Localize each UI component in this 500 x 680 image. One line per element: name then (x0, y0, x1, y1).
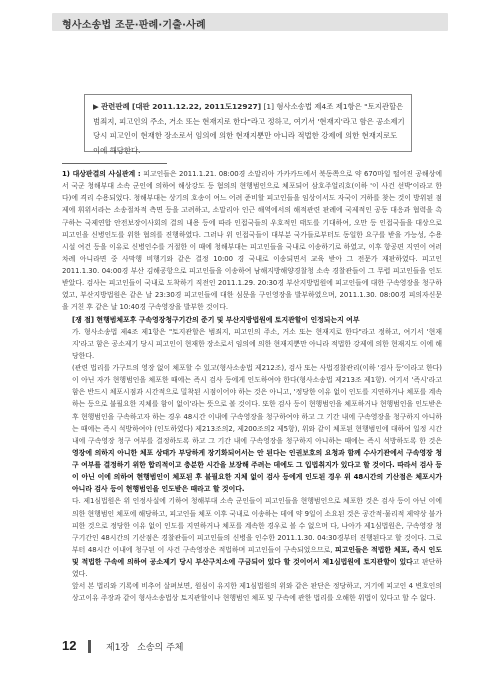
page-footer (54, 636, 446, 656)
footer-divider-bar (88, 640, 91, 653)
text-run: 앞서 본 법리와 기록에 비추어 살펴보면, 원심이 유지한 제1심법원의 위와 같은 판단은 정당하고, 거기에 피고인 4 변호인의 상고이유 주장과 같이 형사소송법상 토지관할이나 현행범인 체포 및 구속에 관한 법리를 오해한 위법이 있다고 할 수 없다. (72, 582, 442, 603)
chapter-label (106, 640, 183, 653)
body-paragraph (62, 326, 442, 362)
arrow-right-icon: ▶ (93, 102, 99, 111)
related-case-text (93, 100, 405, 158)
footnote-divider (62, 163, 167, 164)
related-case-label: 관련판례 (101, 102, 130, 111)
related-case-citation: [대판 2011.12.22, 2011도12927] (131, 102, 262, 111)
related-case-box (84, 94, 412, 155)
bold-text-run: 1) 대상판결의 사실관계 : (62, 170, 144, 178)
body-paragraph (62, 168, 442, 314)
text-run: (관련 법리를 가구트의 영장 없이 체포할 수 있고(형사소송법 제212조), 검사 또는 사법경찰관리(이하 '검사 등'이라고 한다)이 아닌 자가 현행범인을 체포한 때에는 즉시 검사 등에게 인도하여야 한다(형사소송법 제213조 제1항). 여기서 '즉시'라고 함은 반드시 체포시점과 시간적으로 밀착된 시점이어야 하는 것은 아니고, '정당한 이유 없이 인도를 지연하거나 체포를 계속하는 등으로 불필요한 지체를 함이 없이'라는 뜻으로 볼 것이다. 또한 검사 등이 현행범인을 체포하거나 현행범인을 인도받은 후 현행범인을 구속하고자 하는 경우 48시간 이내에 구속영장을 청구하여야 하고 그 기간 내에 구속영장을 청구하지 아니하는 때에는 즉시 석방하여야 (인도하였다) 제213조의2, 제200조의2 제5항), 위와 같이 체포된 현행범인에 대하여 일정 시간 내에 구속영장 청구 여부를 결정하도록 하고 그 기간 내에 구속영장을 청구하지 아니하는 때에는 즉시 석방하도록 한 것은 (72, 364, 442, 445)
bold-text-run: 피고인들은 적법한 체포, 즉시 인도 및 적법한 구속에 의하여 공소제기 당시 부산구치소에 구금되어 있다 할 것이어서 제1심법원에 토지관할이 있다 (72, 545, 442, 566)
body-paragraph (62, 314, 442, 326)
text-run: 다. 제1심법원은 위 인정사실에 기하여 청해부대 소속 군인들이 피고인들을 현행범인으로 체포한 것은 검사 등이 아닌 이에 의한 현행범인 체포에 해당하고, 피고인들 체포 이후 국내로 이송하는 데에 약 9일이 소요된 것은 공간적·물리적 제약상 불가피한 것으로 정당한 이유 없이 인도를 지연하거나 체포를 계속한 경우로 볼 수 없으며 다, 나아가 제1심법원은, 구속영장 청구기간인 48시간의 기산점은 경찰관들이 피고인들의 신병을 인수한 2011.1.30. 04:30경부터 진행된다고 할 것이다. 그로부터 48시간 이내에 청구된 이 사건 구속영장은 적법하며 피고인들이 구속되었으므로, (72, 497, 442, 554)
body-paragraph (62, 580, 442, 604)
text-run: 피고인들은 2011.1.21. 08:00경 소말리아 가카카드에서 북동쪽으로 약 670마일 떨어진 공해상에서 국군 청해부대 소속 군인에 의하여 해상강도 등 혐의의 현행범인으로 체포되어 삼호주얼리호(이하 '이 사건 선박'이라고 한다)에 격리 수용되었다. 청해부대는 상기의 호송이 여느 어려 준비할 피고인들을 임상이서도 자국이 거하를 찾는 것이 방위된 점제에 휘위서라는 소송절차적 측면 등을 고려하고, 소말리아 인근 해역에서의 해적관련 판례에 국제적인 공동 대응과 협력을 촉구하는 국제연합 안전보장이사회의 결의 내용 등에 따라 인접국들의 우호적인 태도를 기대하여, 오만 등 인접국들을 대상으로 피고인을 신병인도를 위한 협의를 진행하였다. 그러나 위 인접국들이 대부분 국가들로부터도 동일한 요구를 받을 가능성, 수용시설 여건 등을 이유로 신병인수를 거절한 이 때에 청해부대는 피고인들을 국내로 이송하기로 하였고, 이후 항공편 지연이 여러차례 아니라면 중 사막행 비행기와 같은 결정 10:00 경 국내로 이송되면서 교육 받아 그 전문가 재판하였다. 피고인 2011.1.30. 04:00경 부산 김해공항으로 피고인들을 이송하여 남해지방해양경찰청 소속 경찰관들이 그 무렵 피고인들을 인도받았다. 검사는 피고인들이 국내로 도착하기 직전인 2011.1.29. 20:30경 부산지방법원에 피고인들에 대한 구속영장을 청구하였고, 부산지방법원은 같은 날 23:30경 피고인들에 대한 심문을 구인영장을 발부하였으며, 2011.1.30. 08:00경 피의자신문을 거친 후 같은 날 10:40경 구속영장을 발부한 것이다. (62, 170, 443, 312)
body-paragraph (62, 362, 442, 495)
chapter-number: 제1장 (106, 643, 130, 653)
footnote-body (62, 168, 442, 605)
chapter-title: 소송의 주체 (137, 643, 184, 653)
running-header (52, 13, 448, 39)
body-paragraph (62, 495, 442, 580)
text-run: 가. 형사소송법 제4조 제1항은 "토지관할은 범죄지, 피고인의 주소, 거소 또는 현재지로 한다"라고 정하고, 여기서 '현재지'라고 함은 공소제기 당시 피고인이 현재한 장소로서 임의에 의한 현재지뿐만 아니라 적법한 강제에 의한 현재지도 이에 해당한다. (72, 327, 442, 360)
header-title: 형사소송법 조문·판례·기출·사례 (62, 20, 206, 31)
bold-text-run: [쟁 점] 현행범체포후 구속영장청구기간의 준기 및 부산지방법원에 토지관할이 인정되는지 여부 (72, 315, 360, 324)
page-number: 12 (62, 638, 77, 653)
related-case-body: [1] 형사소송법 제4조 제1항은 "토지관할은 범죄지, 피고인의 주소, 거소 또는 현재지로 한다"라고 정하고, 여기서 '현재지'라고 함은 공소제기 당시 피고인이 현재한 장소로서 임의에 의한 현재지뿐만 아니라 적법한 강제에 의한 현재지로도 이에 해당한다. (93, 102, 405, 155)
text-run: 고 판단하였다. (72, 558, 442, 579)
bold-text-run: 영장에 의하지 아니한 체포 상태가 부당하게 장기화되어서는 안 된다는 인권보호의 요청과 함께 수사기관에서 구속영장 청구 여부를 결정하기 위한 합리적이고 충분한 시간을 보장해 주려는 데에도 그 입법취지가 있다고 할 것이다. 따라서 검사 등이 아닌 이에 의하여 현행범인이 체포된 후 불필요한 지체 없이 검사 등에게 인도된 경우 위 48시간의 기산점은 체포시가 아니라 검사 등이 현행범인을 인도받은 때라고 할 것이다. (72, 448, 442, 494)
